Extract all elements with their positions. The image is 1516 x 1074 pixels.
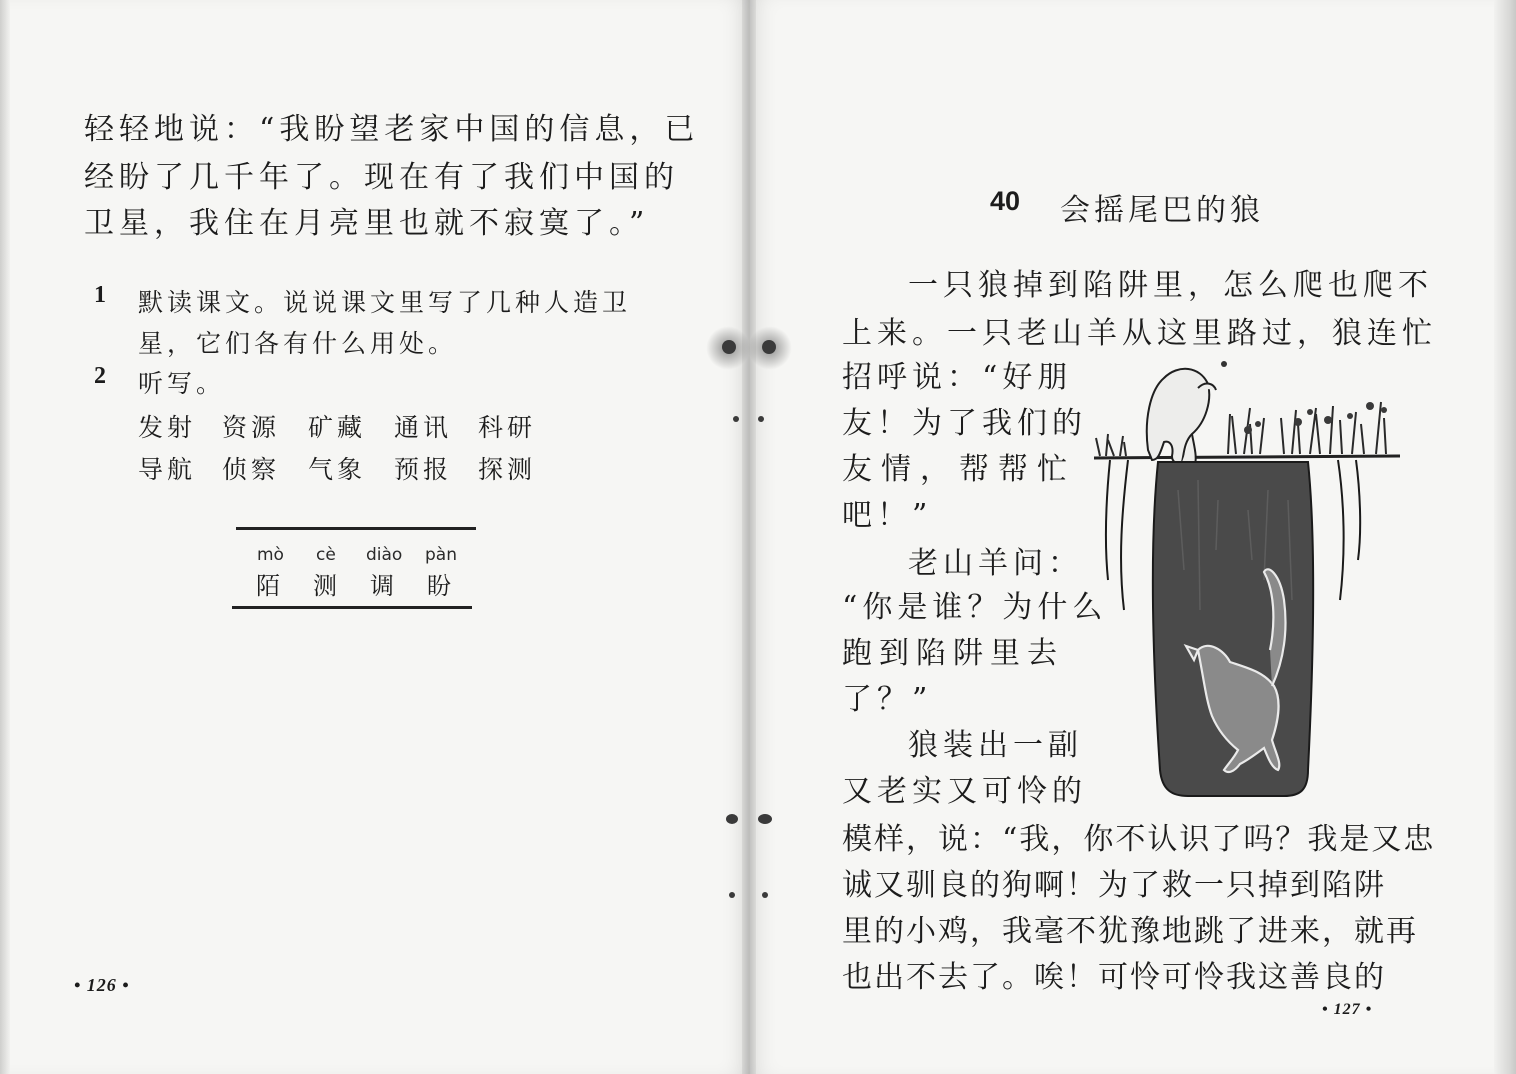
- exercise-text: 默读课文。说说课文里写了几种人造卫: [138, 288, 632, 317]
- staple-hole: [722, 340, 736, 354]
- exercise-text: 星，它们各有什么用处。: [138, 329, 458, 358]
- body-line: 狼装出一副: [908, 728, 1083, 763]
- page-edge-left: [0, 0, 10, 1074]
- lesson-title: 会摇尾巴的狼: [1060, 193, 1264, 228]
- page-number: • 126 •: [74, 975, 130, 995]
- new-character-pinyin: mò: [257, 545, 284, 565]
- new-character-pinyin: pàn: [425, 545, 457, 565]
- book-spine: [742, 0, 756, 1074]
- exercise-number: 2: [94, 363, 106, 389]
- body-line: 招呼说：“好朋: [842, 360, 1073, 395]
- new-characters-top-rule: [236, 527, 476, 530]
- paragraph-line: 卫星，我住在月亮里也就不寂寞了。”: [84, 206, 650, 241]
- body-line: 又老实又可怜的: [842, 774, 1087, 809]
- paragraph-line: 经盼了几千年了。现在有了我们中国的: [84, 160, 679, 195]
- page-edge-right: [1494, 0, 1516, 1074]
- body-line: 也出不去了。唉！可怜可怜我这善良的: [842, 960, 1386, 995]
- new-character: 陌: [256, 572, 282, 600]
- body-line: “你是谁？为什么: [842, 590, 1108, 625]
- dictation-word: 矿藏: [308, 413, 367, 442]
- body-line: 吧！”: [842, 498, 933, 533]
- exercise-number: 1: [94, 282, 106, 308]
- dictation-word: 导航: [138, 455, 197, 484]
- dictation-word: 预报: [394, 455, 453, 484]
- new-character: 测: [313, 572, 339, 600]
- staple-hole: [729, 892, 735, 898]
- wolf-in-pit-illustration: [1088, 350, 1402, 800]
- new-characters-bottom-rule: [232, 606, 472, 609]
- staple-hole: [758, 416, 764, 422]
- dictation-word: 气象: [308, 455, 367, 484]
- dictation-word: 发射: [138, 413, 197, 442]
- body-line: 里的小鸡，我毫不犹豫地跳了进来，就再: [842, 914, 1418, 949]
- staple-hole: [762, 340, 776, 354]
- lesson-number: 40: [990, 186, 1021, 216]
- paragraph-line: 轻轻地说：“我盼望老家中国的信息，已: [84, 112, 700, 147]
- dictation-word: 资源: [222, 413, 281, 442]
- new-character-pinyin: cè: [316, 545, 336, 565]
- dictation-word: 通讯: [394, 413, 453, 442]
- exercise-text: 听写。: [138, 369, 226, 398]
- body-line: 诚又驯良的狗啊！为了救一只掉到陷阱: [842, 868, 1386, 903]
- dictation-word: 科研: [478, 413, 537, 442]
- staple-hole: [726, 814, 738, 824]
- new-character: 调: [370, 572, 396, 600]
- staple-hole: [733, 416, 739, 422]
- body-line: 了？”: [842, 682, 933, 717]
- body-line: 一只狼掉到陷阱里，怎么爬也爬不: [908, 268, 1433, 303]
- body-line: 模样，说：“我，你不认识了吗？我是又忠: [842, 822, 1436, 857]
- new-character: 盼: [427, 572, 453, 600]
- dictation-word: 侦察: [222, 455, 281, 484]
- staple-hole: [758, 814, 772, 824]
- body-line: 友！为了我们的: [842, 406, 1087, 441]
- page-number: • 127 •: [1322, 1001, 1373, 1018]
- new-character-pinyin: diào: [366, 545, 403, 565]
- body-line: 上来。一只老山羊从这里路过，狼连忙: [842, 316, 1437, 351]
- staple-hole: [762, 892, 768, 898]
- dictation-word: 探测: [478, 455, 537, 484]
- body-line: 友情，帮帮忙: [842, 452, 1076, 487]
- body-line: 跑到陷阱里去: [842, 636, 1064, 671]
- body-line: 老山羊问：: [908, 546, 1083, 581]
